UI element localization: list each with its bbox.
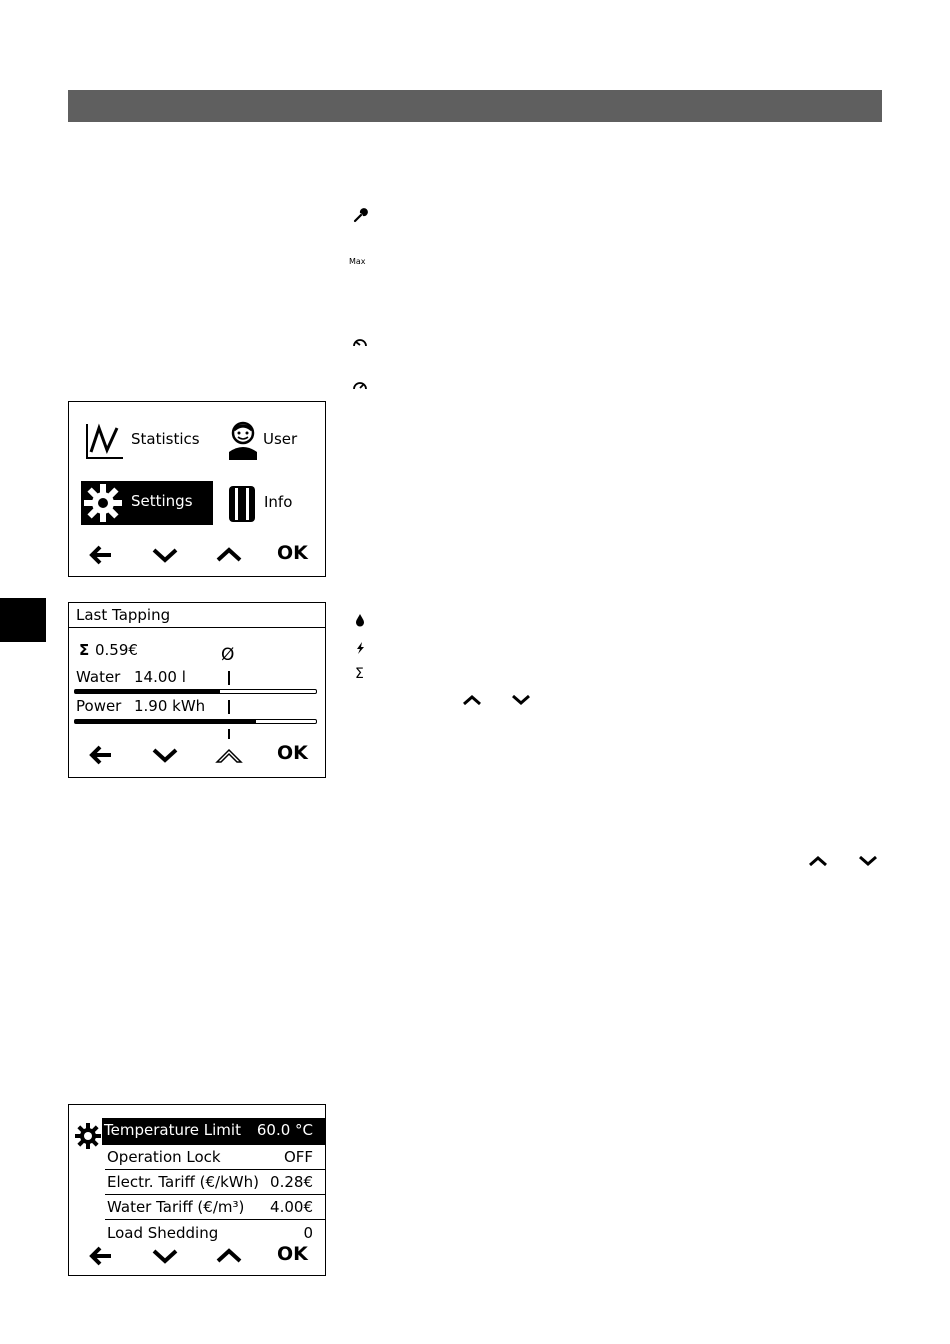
chevron-up-icon <box>807 854 829 868</box>
row-value: 4.00€ <box>270 1198 313 1216</box>
average-marker <box>228 700 230 714</box>
average-icon: Ø <box>221 645 235 665</box>
settings-row-water-tariff[interactable] <box>105 1195 325 1220</box>
water-value: 14.00 l <box>134 668 186 686</box>
lightning-icon <box>354 641 366 655</box>
back-arrow-icon[interactable] <box>87 544 115 566</box>
main-menu-screen <box>68 401 326 577</box>
average-marker <box>228 729 230 739</box>
row-label: Load Shedding <box>107 1224 219 1242</box>
tapping-title-bar <box>69 603 325 628</box>
power-label: Power <box>76 697 122 715</box>
side-tab-marker <box>0 598 46 642</box>
chevron-down-icon[interactable] <box>151 546 179 564</box>
page-title: Last Tapping <box>76 606 171 624</box>
settings-row-load-shedding[interactable] <box>105 1221 325 1245</box>
gauge-low-icon <box>352 336 368 348</box>
water-bar-fill <box>75 690 220 693</box>
chevron-up-icon[interactable] <box>215 546 243 564</box>
power-value: 1.90 kWh <box>134 697 206 715</box>
back-arrow-icon[interactable] <box>87 744 115 766</box>
total-cost-value: 0.59€ <box>95 641 138 659</box>
chevron-down-icon[interactable] <box>151 1247 179 1265</box>
settings-row-operation-lock[interactable] <box>105 1145 325 1170</box>
row-label: Electr. Tariff (€/kWh) <box>107 1173 259 1191</box>
chevron-down-icon[interactable] <box>151 746 179 764</box>
row-value: 0 <box>303 1224 313 1242</box>
row-label: Temperature Limit <box>104 1121 241 1139</box>
max-icon: Max <box>349 257 366 266</box>
chevron-up-icon <box>461 693 483 707</box>
back-arrow-icon[interactable] <box>87 1245 115 1267</box>
ok-button[interactable]: OK <box>277 742 308 764</box>
chevron-up-icon[interactable] <box>215 1247 243 1265</box>
ok-button[interactable]: OK <box>277 1243 308 1265</box>
row-value: 60.0 °C <box>256 1121 313 1139</box>
row-value: OFF <box>283 1148 313 1166</box>
row-label: Operation Lock <box>107 1148 221 1166</box>
chevron-down-icon <box>857 854 879 868</box>
power-bar <box>74 719 317 724</box>
section-header-bar <box>68 90 882 122</box>
average-marker <box>228 671 230 685</box>
ok-button[interactable]: OK <box>277 542 308 564</box>
menu-item-user[interactable]: User <box>263 430 298 448</box>
settings-row-electricity-tariff[interactable] <box>105 1170 325 1195</box>
sum-icon: Σ <box>79 641 90 659</box>
user-icon <box>227 420 259 460</box>
chevron-down-icon <box>510 693 532 707</box>
water-label: Water <box>76 668 121 686</box>
menu-item-settings-label: Settings <box>131 492 193 510</box>
chevron-up-outline-icon[interactable] <box>215 744 243 766</box>
sum-icon: Σ <box>355 666 364 682</box>
menu-item-statistics[interactable]: Statistics <box>131 430 200 448</box>
row-label: Water Tariff (€/m³) <box>107 1198 245 1216</box>
last-tapping-screen <box>68 602 326 778</box>
power-bar-fill <box>75 720 256 723</box>
statistics-chart-icon <box>85 422 125 460</box>
wrench-icon <box>352 207 368 223</box>
water-bar <box>74 689 317 694</box>
gear-icon <box>75 1123 101 1149</box>
row-value: 0.28€ <box>270 1173 313 1191</box>
water-drop-icon <box>355 613 365 627</box>
gear-icon <box>83 484 123 522</box>
menu-item-info[interactable]: Info <box>264 493 293 511</box>
menu-item-settings[interactable] <box>81 481 213 525</box>
settings-row-temperature-limit[interactable] <box>102 1118 325 1145</box>
info-device-icon <box>227 484 257 524</box>
gauge-high-icon <box>352 379 368 391</box>
settings-screen <box>68 1104 326 1276</box>
